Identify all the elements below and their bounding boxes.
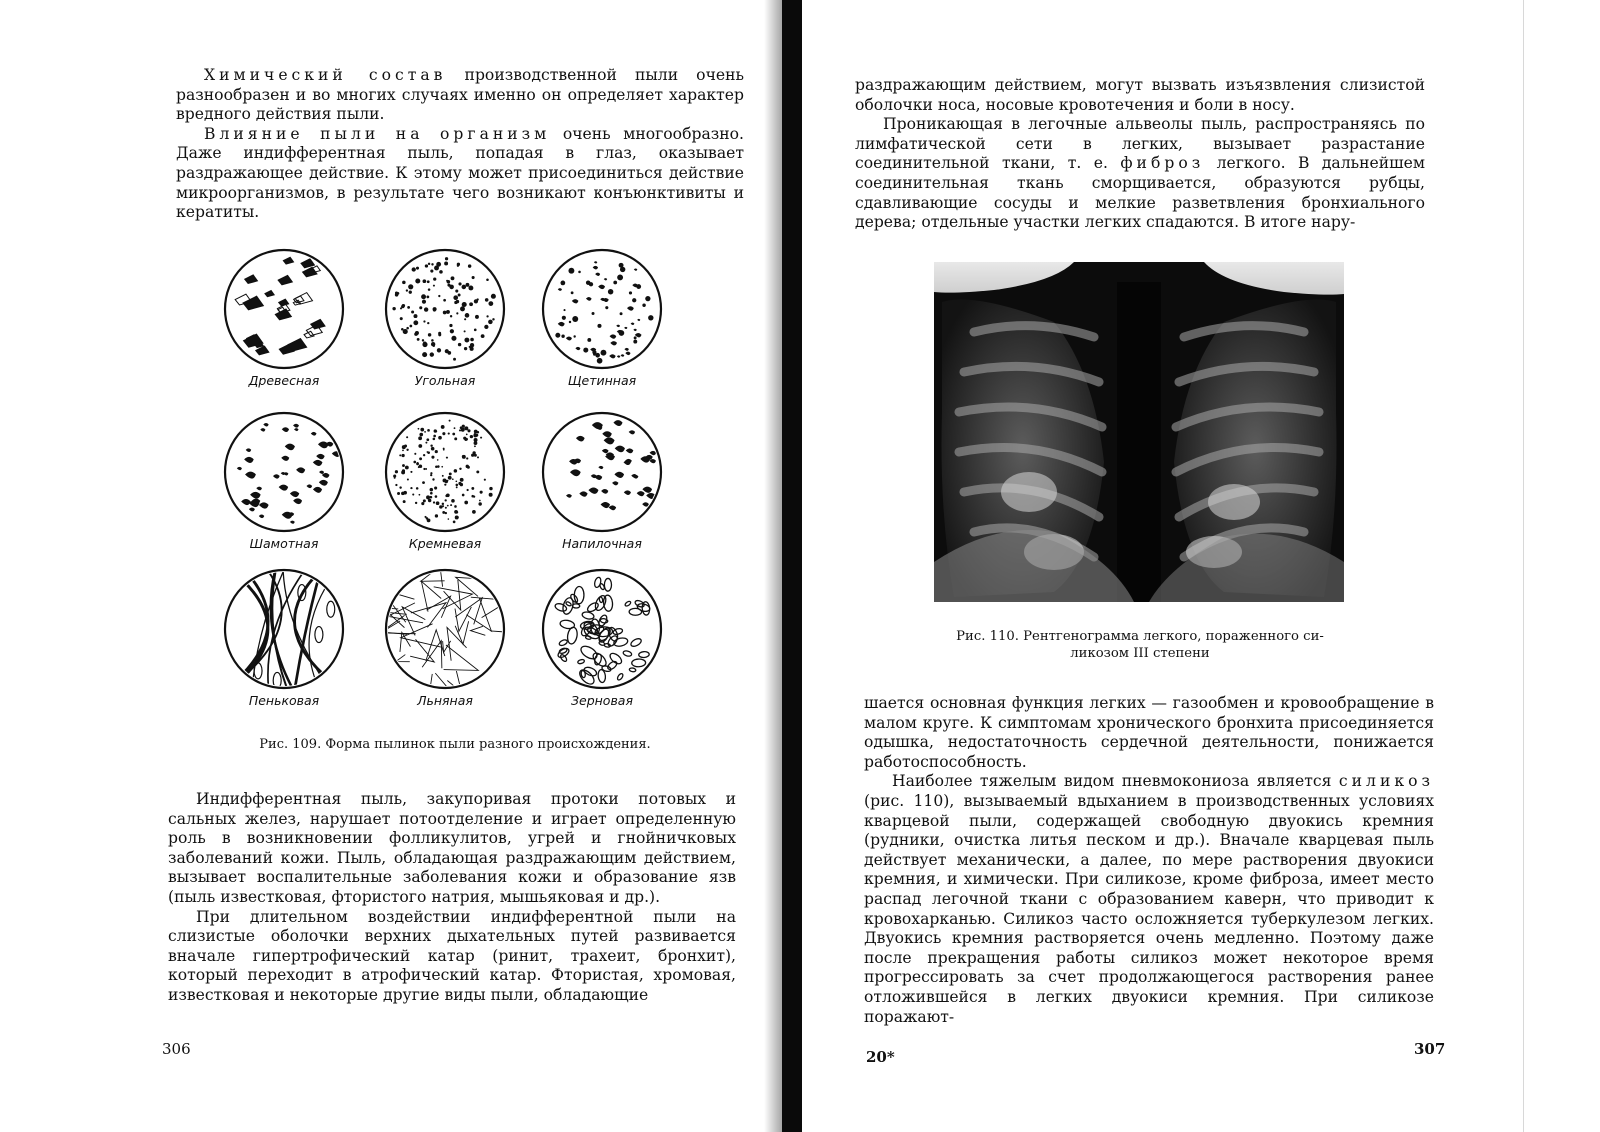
figure-110-xray-image: [934, 262, 1344, 602]
dust-circle: [383, 567, 507, 691]
page-number-right: 307: [1414, 1040, 1446, 1058]
spaced-term: силикоз: [1338, 772, 1434, 791]
paragraph-text: (рис. 110), вызываемый вдыханием в производственных условиях кварцевой пыли, содержащей свободную двуокись кремния (рудники, очистка литья песком и др.). Вначале кварцевая пыль действует механически, а далее, по мере растворения двуокиси кремния, и химически. При силикозе, кроме фиброза, имеет место распад легочной ткани с образованием каверн, что приводит к кровохарканью. Силикоз часто осложняется туберкулезом легких. Двуокись кремния растворяется очень медленно. Поэтому даже после прекращения работы силикоз может некоторое время прогрессировать за счет продолжающегося растворения ранее отложившейся в легких двуокиси кремния. При силикозе поражают-: [864, 791, 1434, 1026]
page-number-left: 306: [162, 1040, 191, 1058]
xray-illustration: [934, 262, 1344, 602]
dust-label: Щетинная: [567, 373, 637, 388]
paragraph-continuation: раздражающим действием, могут вызвать изъязвления слизистой оболочки носа, носовые кровотечения и боли в носу.: [855, 76, 1425, 114]
paragraph-fibrosis: [855, 115, 1425, 233]
paragraph-text: производственной пыли очень разнообразен и во многих случаях именно он определяет характер вредного действия пыли.: [176, 66, 744, 124]
dust-label: Льняная: [417, 693, 473, 708]
dust-label: Кремневая: [408, 536, 482, 551]
dust-sample-2: [383, 247, 507, 388]
paragraph-chemical-composition: [176, 66, 744, 125]
figure-109-dust-particles: [222, 247, 684, 727]
dust-label: Древесная: [248, 373, 320, 388]
dust-sample-3: [540, 247, 664, 388]
paragraph-text: Наиболее тяжелым видом пневмокониоза является: [892, 772, 1339, 791]
paragraph-text: Проникающая в легочные альвеолы пыль, распространяясь по лимфатической сети в легких, вызывает разрастание соединительной ткани, т. е.: [855, 115, 1425, 173]
left-lower-text: [168, 790, 736, 1006]
dust-circle: [540, 567, 664, 691]
dust-circle: [383, 410, 507, 534]
figure-110-caption-line-1: Рис. 110. Рентгенограмма легкого, пораженного си-: [956, 629, 1324, 644]
dust-label: Пеньковая: [248, 693, 320, 708]
left-page: [0, 0, 782, 1132]
right-upper-text: [855, 76, 1425, 233]
dust-sample-4: [222, 410, 346, 551]
paragraph-dust-effect: [176, 125, 744, 223]
dust-circle: [540, 410, 664, 534]
book-gutter: [782, 0, 802, 1132]
figure-110-caption-line-2: ликозом III степени: [1070, 646, 1210, 661]
spaced-term: фиброз: [1120, 154, 1205, 173]
dust-label: Зерновая: [570, 693, 633, 708]
dust-sample-9: [540, 567, 664, 708]
figure-110-caption: [930, 628, 1350, 662]
dust-circle: [383, 247, 507, 371]
dust-sample-6: [540, 410, 664, 551]
dust-sample-7: [222, 567, 346, 708]
dust-label: Напилочная: [562, 536, 642, 551]
figure-109-caption: Рис. 109. Форма пылинок пыли разного происхождения.: [259, 737, 651, 752]
gutter-shadow: [764, 0, 782, 1132]
paragraph-text: легкого. В дальнейшем соединительная ткань сморщивается, образуются рубцы, сдавливающие сосуды и мелкие разветвления бронхиального дерева; отдельные участки легких спадаются. В итоге нару-: [855, 154, 1425, 232]
left-intro-text: [176, 66, 744, 223]
dust-circle: [222, 567, 346, 691]
dust-sample-5: [383, 410, 507, 551]
dust-circle: [540, 247, 664, 371]
paragraph-indifferent-dust: Индифферентная пыль, закупоривая протоки потовых и сальных желез, нарушает потоотделение и играет определенную роль в возникновении фолликулитов, угрей и гнойничковых заболеваний кожи. Пыль, обладающая раздражающим действием, вызывает воспалительные заболевания кожи и образование язв (пыль известковая, фтористого натрия, мышьяковая и др.).: [168, 790, 736, 906]
dust-sample-1: [222, 247, 346, 388]
dust-circle: [222, 410, 346, 534]
dust-circle: [222, 247, 346, 371]
paragraph-lung-function: шается основная функция легких — газообмен и кровообращение в малом круге. К симптомам хронического бронхита присоединяется одышка, недостаточность сердечной деятельности, понижается работоспособность.: [864, 694, 1434, 771]
dust-label: Шамотная: [249, 536, 319, 551]
dust-sample-8: [383, 567, 507, 708]
paragraph-silicosis: [864, 772, 1434, 1027]
dust-label: Угольная: [414, 373, 476, 388]
right-lower-text: [864, 694, 1434, 1027]
spaced-term: Химический состав: [204, 66, 447, 84]
paragraph-text: очень многообразно. Даже индифферентная пыль, попадая в глаз, оказывает раздражающее действие. К этому может присоединиться действие микроорганизмов, в результате чего возникают конъюнктивиты и кератиты.: [176, 124, 744, 222]
paragraph-long-exposure: При длительном воздействии индифферентной пыли на слизистые оболочки верхних дыхательных путей развивается вначале гипертрофический катар (ринит, трахеит, бронхит), который переходит в атрофический катар. Фтористая, хромовая, известковая и некоторые другие виды пыли, обладающие: [168, 907, 736, 1004]
spaced-term: Влияние пыли на организм: [204, 124, 551, 143]
signature-mark: 20*: [866, 1048, 895, 1066]
